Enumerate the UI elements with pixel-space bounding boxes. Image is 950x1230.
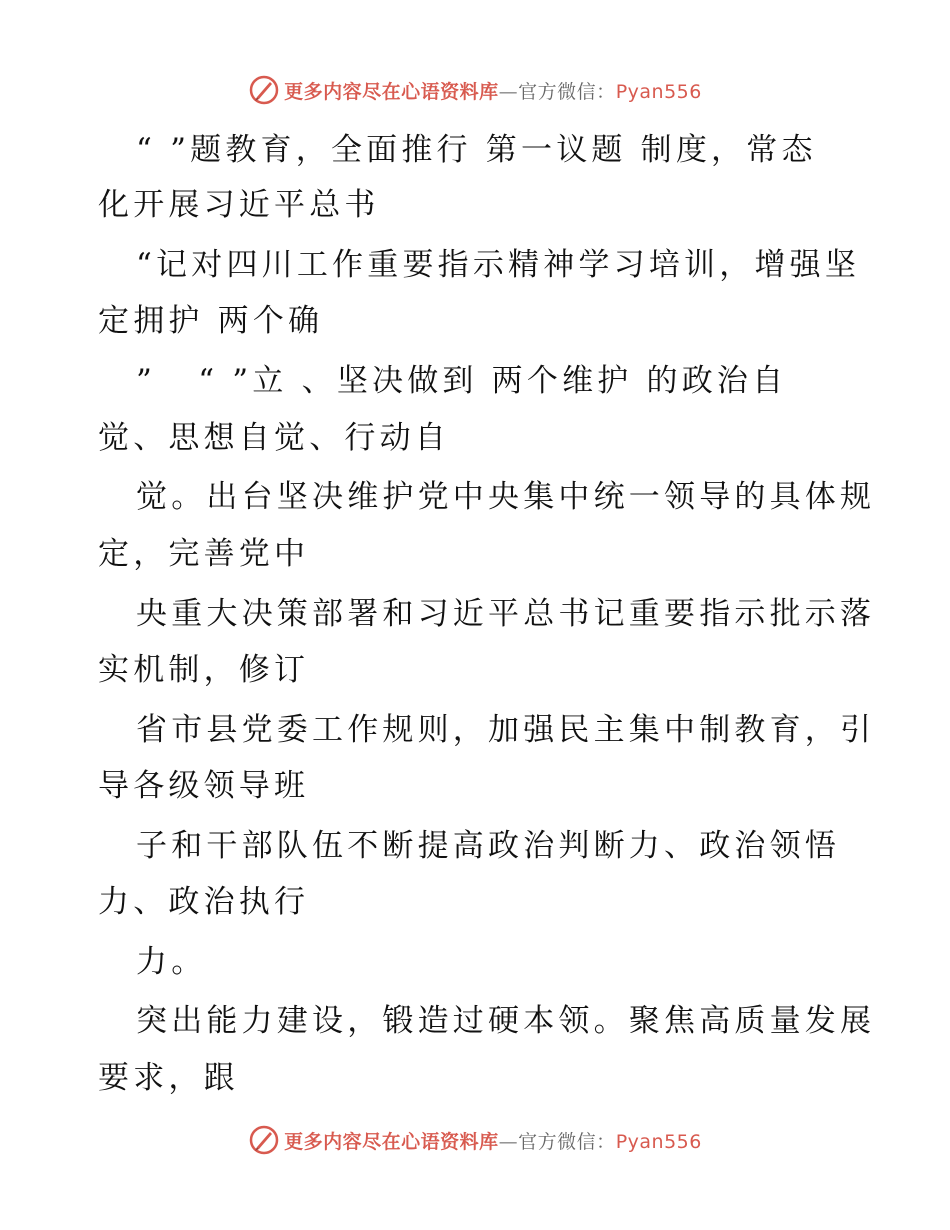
footer-watermark-banner bbox=[0, 1122, 950, 1158]
text-line: 子和干部队伍不断提高政治判断力、政治领悟 bbox=[136, 828, 840, 864]
footer-watermark-text bbox=[284, 1127, 702, 1154]
text-line: 力、政治执行 bbox=[98, 884, 310, 920]
text-line: ” “ ”立 、坚决做到 两个维护 的政治自 bbox=[136, 363, 788, 399]
text-line: 力。 bbox=[136, 944, 207, 980]
quill-logo-icon bbox=[248, 74, 280, 106]
text-line: 定拥护 两个确 bbox=[98, 303, 324, 339]
text-line: 省市县党委工作规则，加强民主集中制教育，引 bbox=[136, 712, 876, 748]
quill-logo-icon bbox=[248, 1124, 280, 1156]
watermark-main-text: 更多内容尽在心语资料库 bbox=[284, 80, 499, 103]
text-line: “记对四川工作重要指示精神学习培训，增强坚 bbox=[136, 247, 861, 283]
text-line: 化开展习近平总书 bbox=[98, 187, 380, 223]
text-line: 央重大决策部署和习近平总书记重要指示批示落 bbox=[136, 596, 876, 632]
text-line: 定，完善党中 bbox=[98, 536, 310, 572]
watermark-account: Pyan556 bbox=[615, 80, 702, 103]
text-line: 突出能力建设，锻造过硬本领。聚焦高质量发展 bbox=[136, 1003, 876, 1039]
watermark-account: Pyan556 bbox=[615, 1130, 702, 1153]
watermark-main-text: 更多内容尽在心语资料库 bbox=[284, 1130, 499, 1153]
watermark-label: 官方微信： bbox=[518, 1130, 616, 1153]
text-line: 实机制，修订 bbox=[98, 652, 310, 688]
text-line: 觉。出台坚决维护党中央集中统一领导的具体规 bbox=[136, 479, 876, 515]
text-line: 觉、思想自觉、行动自 bbox=[98, 420, 450, 456]
text-line: 导各级领导班 bbox=[98, 768, 310, 804]
text-line: 要求，跟 bbox=[98, 1060, 239, 1096]
header-watermark-banner bbox=[0, 72, 950, 108]
text-line: “ ”题教育，全面推行 第一议题 制度，常态 bbox=[136, 132, 817, 168]
header-watermark-text bbox=[284, 77, 702, 104]
watermark-dash: — bbox=[498, 1130, 519, 1153]
watermark-dash: — bbox=[498, 80, 519, 103]
watermark-label: 官方微信： bbox=[518, 80, 616, 103]
